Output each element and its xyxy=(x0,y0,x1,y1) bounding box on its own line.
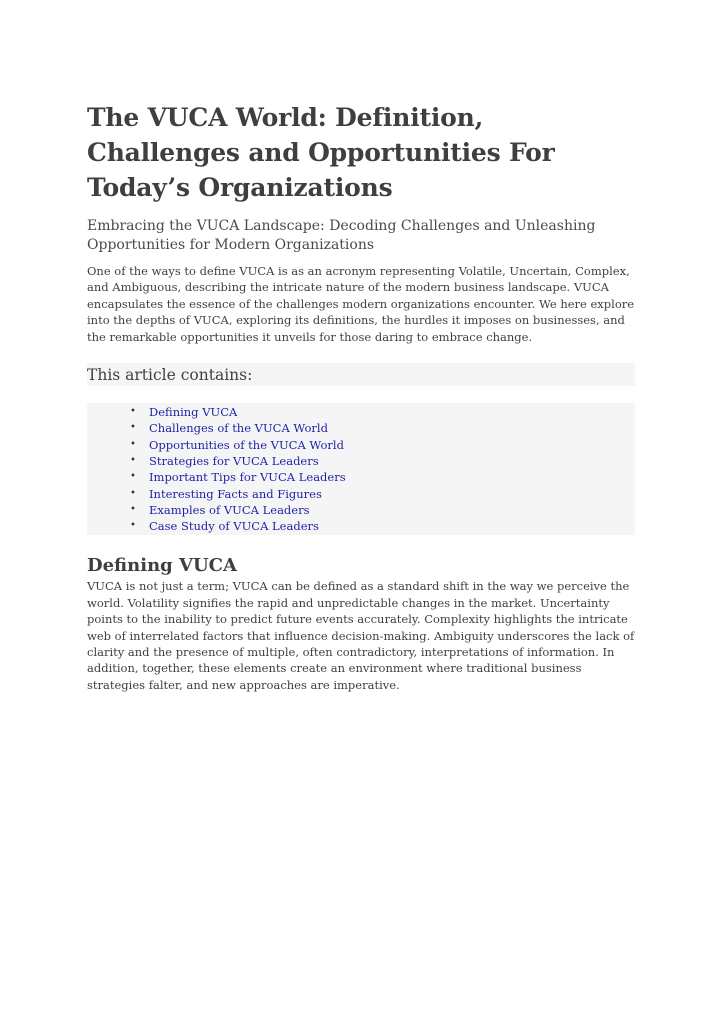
bullet-icon: • xyxy=(130,520,136,532)
bullet-icon: • xyxy=(130,422,136,434)
bullet-icon: • xyxy=(130,454,136,466)
toc-link-label[interactable]: Important Tips for VUCA Leaders xyxy=(149,470,346,485)
section-paragraph: VUCA is not just a term; VUCA can be defined as a standard shift in the way we perceive the world. Volatility signifies the rapid and unpredictable changes in the market. Uncertainty points to the inability to predict future events accurately. Complexity highlights the intricate web of interrelated factors that influence decision-making. Ambiguity underscores the lack of clarity and the presence of multiple, often contradictory, interpretations of information. In addition, together, these elements create an environment where traditional business strategies falter, and new approaches are imperative. xyxy=(87,579,635,692)
toc-link-label[interactable]: Strategies for VUCA Leaders xyxy=(149,453,319,468)
toc-link-case-study[interactable] xyxy=(87,518,635,534)
toc-link-label[interactable]: Examples of VUCA Leaders xyxy=(149,502,310,517)
bullet-icon: • xyxy=(130,487,136,499)
toc-link-challenges[interactable] xyxy=(87,420,635,436)
toc-link-label[interactable]: Case Study of VUCA Leaders xyxy=(149,519,319,534)
bullet-icon: • xyxy=(130,438,136,450)
table-of-contents xyxy=(87,403,635,535)
toc-link-label[interactable]: Defining VUCA xyxy=(149,405,238,420)
page-title: The VUCA World: Definition, Challenges and Opportunities For Today’s Organizations xyxy=(87,103,555,202)
toc-link-label[interactable]: Opportunities of the VUCA World xyxy=(149,437,344,452)
toc-link-label[interactable]: Challenges of the VUCA World xyxy=(149,421,328,436)
toc-heading: This article contains: xyxy=(87,363,635,386)
toc-link-defining-vuca[interactable] xyxy=(87,404,635,420)
bullet-icon: • xyxy=(130,503,136,515)
toc-link-examples[interactable] xyxy=(87,502,635,518)
toc-link-opportunities[interactable] xyxy=(87,437,635,453)
toc-list xyxy=(87,404,635,534)
toc-link-strategies[interactable] xyxy=(87,453,635,469)
page-subtitle: Embracing the VUCA Landscape: Decoding Challenges and Unleashing Opportunities for Modern Organizations xyxy=(87,218,596,253)
document-page xyxy=(87,100,635,693)
intro-paragraph: One of the ways to define VUCA is as an acronym representing Volatile, Uncertain, Complex, and Ambiguous, describing the intricate nature of the modern business landscape. VUCA encapsulates the essence of the challenges modern organizations encounter. We here explore into the depths of VUCA, exploring its definitions, the hurdles it imposes on businesses, and the remarkable opportunities it unveils for those daring to embrace change. xyxy=(87,264,635,344)
toc-link-important-tips[interactable] xyxy=(87,469,635,485)
bullet-icon: • xyxy=(130,406,136,418)
toc-link-facts-figures[interactable] xyxy=(87,486,635,502)
bullet-icon: • xyxy=(130,471,136,483)
section-heading: Defining VUCA xyxy=(87,555,237,577)
toc-link-label[interactable]: Interesting Facts and Figures xyxy=(149,486,322,501)
